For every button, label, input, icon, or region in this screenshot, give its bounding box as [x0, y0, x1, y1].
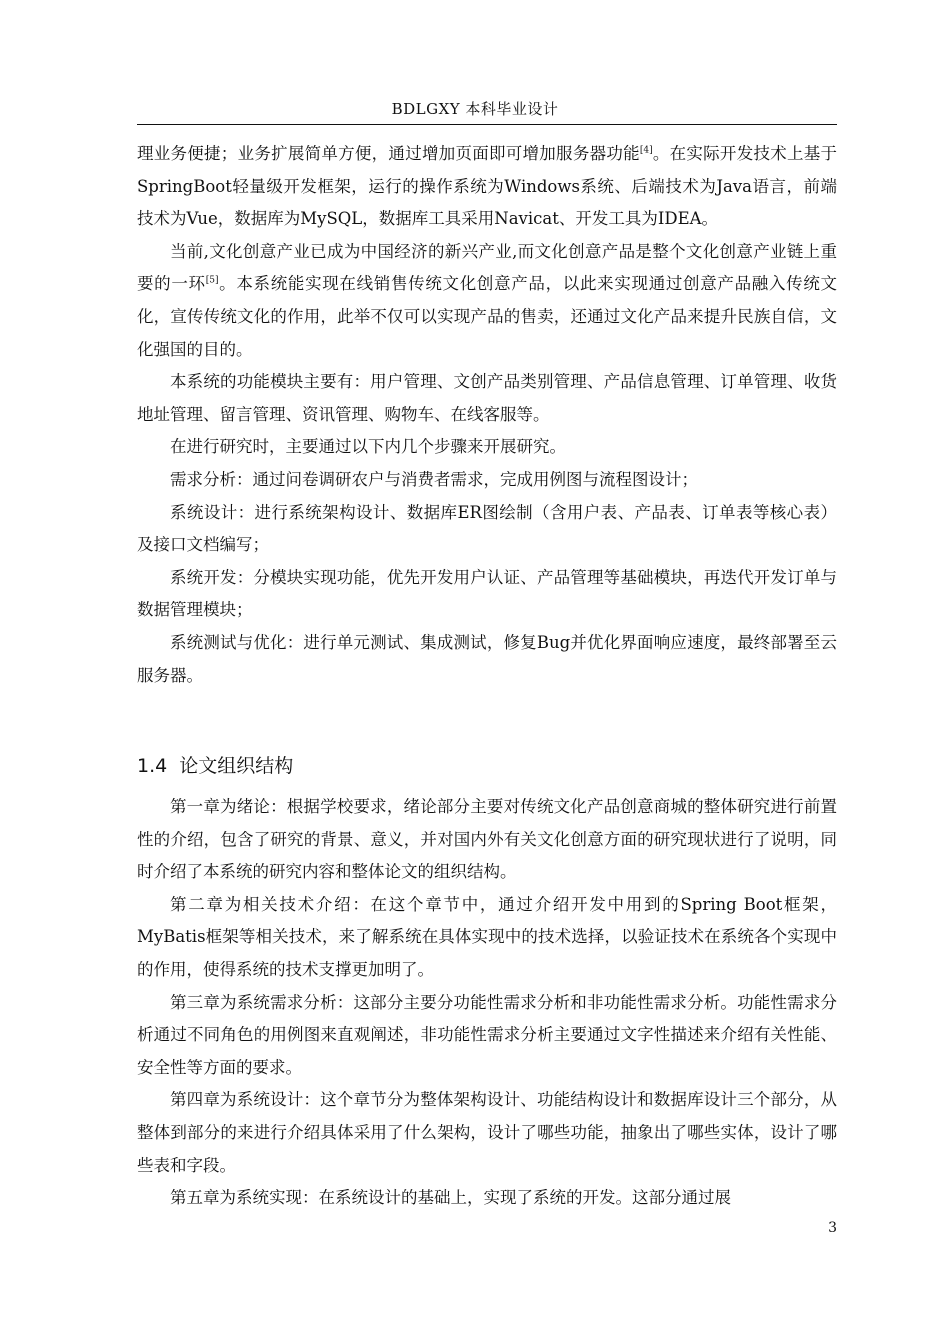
citation-ref: [4] — [639, 145, 653, 156]
paragraph: 系统测试与优化：进行单元测试、集成测试，修复Bug并优化界面响应速度，最终部署至云服务器。 — [137, 632, 837, 685]
paragraph-text: 。在实际开发技术上基于SpringBoot轻量级开发框架，运行的操作系统为Windows系统、后端技术为Java语言，前端技术为Vue，数据库为MySQL，数据库工具采用Navicat、开发工具为IDEA。 — [137, 144, 838, 229]
paragraph: 本系统的功能模块主要有：用户管理、文创产品类别管理、产品信息管理、订单管理、收货地址管理、留言管理、资讯管理、购物车、在线客服等。 — [137, 372, 837, 424]
section-heading — [137, 751, 293, 781]
paragraph: 第三章为系统需求分析：这部分主要分功能性需求分析和非功能性需求分析。功能性需求分析通过不同角色的用例图来直观阐述，非功能性需求分析主要通过文字性描述来介绍有关性能、安全性等方面的要求。 — [137, 992, 837, 1077]
paragraph: 第二章为相关技术介绍：在这个章节中，通过介绍开发中用到的Spring Boot框架，MyBatis框架等相关技术，来了解系统在具体实现中的技术选择，以验证技术在系统各个实现中的作用，使得系统的技术支撑更加明了。 — [137, 894, 837, 979]
running-header: BDLGXY 本科毕业设计 — [391, 100, 559, 118]
paragraph: 系统设计：进行系统架构设计、数据库ER图绘制（含用户表、产品表、订单表等核心表）及接口文档编写； — [137, 502, 837, 555]
paragraph — [137, 236, 837, 366]
paragraph-text: 理业务便捷；业务扩展简单方便，通过增加页面即可增加服务器功能 — [137, 144, 640, 163]
header-divider — [137, 124, 837, 125]
paragraph-text: 。本系统能实现在线销售传统文化创意产品，以此来实现通过创意产品融入传统文化，宣传传统文化的作用，此举不仅可以实现产品的售卖，还通过文化产品来提升民族自信，文化强国的目的。 — [137, 274, 838, 359]
citation-ref: [5] — [205, 275, 219, 286]
section-body — [137, 791, 837, 1215]
paragraph: 在进行研究时，主要通过以下内几个步骤来开展研究。 — [170, 437, 566, 457]
paragraph: 第五章为系统实现：在系统设计的基础上，实现了系统的开发。这部分通过展 — [170, 1188, 731, 1208]
paragraph: 第四章为系统设计：这个章节分为整体架构设计、功能结构设计和数据库设计三个部分，从整体到部分的来进行介绍具体采用了什么架构，设计了哪些功能，抽象出了哪些实体，设计了哪些表和字段。 — [137, 1090, 837, 1175]
section-number: 1.4 — [137, 755, 168, 777]
paragraph: 第一章为绪论：根据学校要求，绪论部分主要对传统文化产品创意商城的整体研究进行前置性的介绍，包含了研究的背景、意义，并对国内外有关文化创意方面的研究现状进行了说明，同时介绍了本系统的研究内容和整体论文的组织结构。 — [137, 797, 837, 882]
paragraph: 系统开发：分模块实现功能，优先开发用户认证、产品管理等基础模块，再迭代开发订单与数据管理模块； — [137, 567, 837, 620]
page-number: 3 — [828, 1220, 837, 1236]
paragraph: 需求分析：通过问卷调研农户与消费者需求，完成用例图与流程图设计； — [170, 469, 698, 489]
paragraph-text: 当前,文化创意产业已成为中国经济的新兴产业,而文化创意产品是整个文化创意产业链上重要的一环 — [137, 241, 837, 294]
intro-body — [137, 138, 837, 692]
section-title: 论文组织结构 — [179, 755, 294, 777]
paragraph-continued — [137, 138, 837, 236]
